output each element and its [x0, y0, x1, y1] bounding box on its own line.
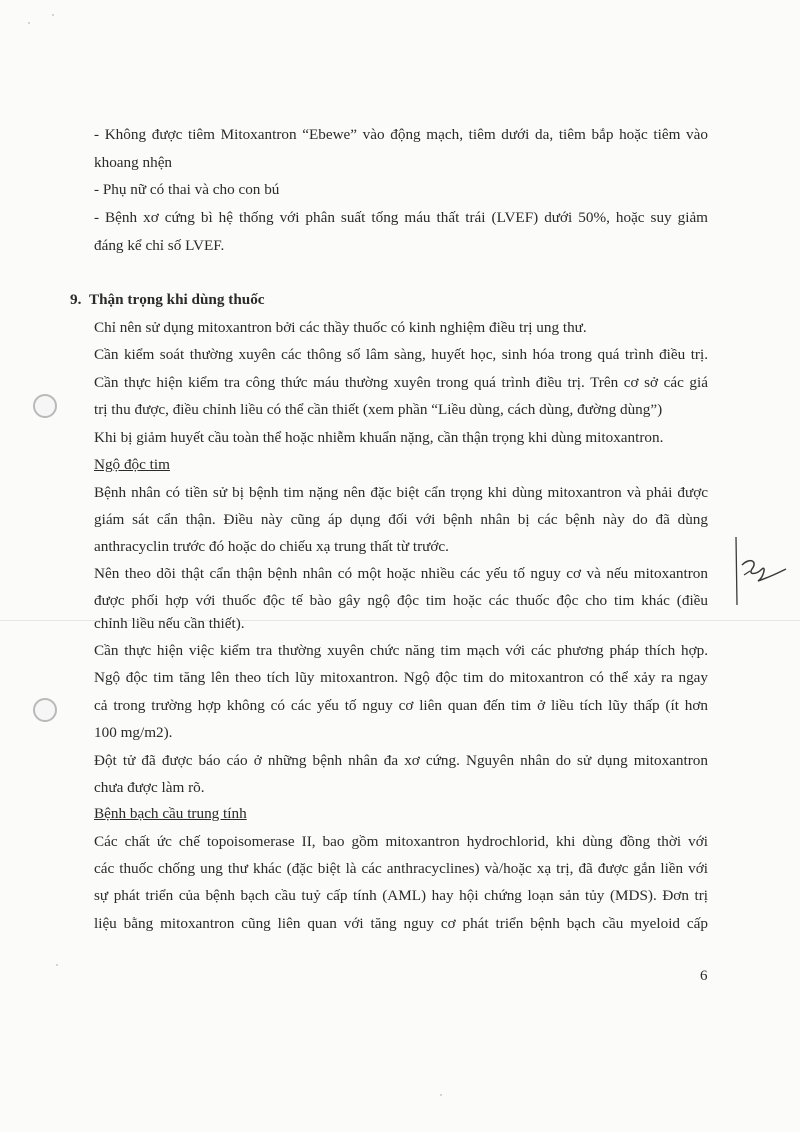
page-number: 6	[700, 968, 708, 984]
text-line: khoang nhện	[94, 154, 173, 171]
text-line: Cần thực hiện việc kiểm tra thường xuyên chức năng tim mạch với các phương pháp thích hợp.	[94, 642, 708, 659]
text-line: Ngộ độc tim tăng lên theo tích lũy mitoxantron. Ngộ độc tim do mitoxantron có thể xảy ra ngay	[94, 669, 708, 686]
punch-hole	[33, 698, 57, 722]
text-line: chưa được làm rõ.	[94, 779, 205, 796]
section-heading	[70, 290, 265, 310]
text-line: Các chất ức chế topoisomerase II, bao gồm mitoxantron hydrochlorid, khi dùng đồng thời với	[94, 833, 708, 850]
section-number: 9.	[70, 291, 82, 308]
text-line: chỉnh liều nếu cần thiết).	[94, 615, 245, 632]
text-line: - Không được tiêm Mitoxantron “Ebewe” vào động mạch, tiêm dưới da, tiêm bắp hoặc tiêm vào	[94, 126, 708, 143]
scan-speck	[56, 964, 58, 966]
text-line: Khi bị giảm huyết cầu toàn thể hoặc nhiễm khuẩn nặng, cần thận trọng khi dùng mitoxantron.	[94, 429, 664, 446]
section-title: Thận trọng khi dùng thuốc	[88, 291, 265, 308]
text-line: Nên theo dõi thật cẩn thận bệnh nhân có một hoặc nhiều các yếu tố nguy cơ và nếu mitoxantron	[94, 565, 708, 582]
text-line: - Phụ nữ có thai và cho con bú	[94, 181, 280, 198]
handwritten-initials	[728, 535, 788, 610]
scan-speck	[28, 22, 30, 24]
scan-speck	[52, 14, 54, 16]
text-line: cả trong trường hợp không có các yếu tố nguy cơ liên quan đến tim ở liều tích lũy thấp (ít hơn	[94, 697, 708, 714]
text-line: Cần kiểm soát thường xuyên các thông số lâm sàng, huyết học, sinh hóa trong quá trình điều trị.	[94, 346, 708, 363]
text-line: Cần thực hiện kiểm tra công thức máu thường xuyên trong quá trình điều trị. Trên cơ sở các giá	[94, 374, 708, 391]
text-line: giám sát cẩn thận. Điều này cũng áp dụng đối với bệnh nhân bị các bệnh này do đã dùng	[94, 511, 708, 528]
text-line: được phối hợp với thuốc độc tế bào gây ngộ độc tim hoặc các thuốc độc cho tim khác (điều	[94, 592, 708, 609]
text-line: Bệnh nhân có tiền sử bị bệnh tim nặng nên đặc biệt cẩn trọng khi dùng mitoxantron và phải được	[94, 484, 708, 501]
subheading-leukemia: Bệnh bạch cầu trung tính	[94, 805, 247, 822]
text-line: trị thu được, điều chỉnh liều có thể cần thiết (xem phần “Liều dùng, cách dùng, đường dùng”)	[94, 401, 663, 418]
text-line: sự phát triển của bệnh bạch cầu tuỷ cấp tính (AML) hay hội chứng loạn sản tủy (MDS). Đơn trị	[94, 887, 708, 904]
text-line: Đột tử đã được báo cáo ở những bệnh nhân đa xơ cứng. Nguyên nhân do sử dụng mitoxantron	[94, 752, 708, 769]
text-line: đáng kể chỉ số LVEF.	[94, 237, 225, 254]
subheading-cardiotoxicity: Ngộ độc tim	[94, 456, 170, 473]
text-line: Chỉ nên sử dụng mitoxantron bởi các thầy thuốc có kinh nghiệm điều trị ung thư.	[94, 319, 587, 336]
text-line: các thuốc chống ung thư khác (đặc biệt là các anthracyclines) và/hoặc xạ trị, đã được gắn liền với	[94, 860, 708, 877]
text-line: liệu bằng mitoxantron cũng liên quan với tăng nguy cơ phát triển bệnh bạch cầu myeloid cấp	[94, 915, 708, 932]
text-line: 100 mg/m2).	[94, 724, 173, 741]
text-line: - Bệnh xơ cứng bì hệ thống với phân suất tống máu thất trái (LVEF) dưới 50%, hoặc suy giảm	[94, 209, 708, 226]
punch-hole	[33, 394, 57, 418]
text-line: anthracyclin trước đó hoặc do chiếu xạ trung thất từ trước.	[94, 538, 449, 555]
scan-speck	[440, 1094, 442, 1096]
